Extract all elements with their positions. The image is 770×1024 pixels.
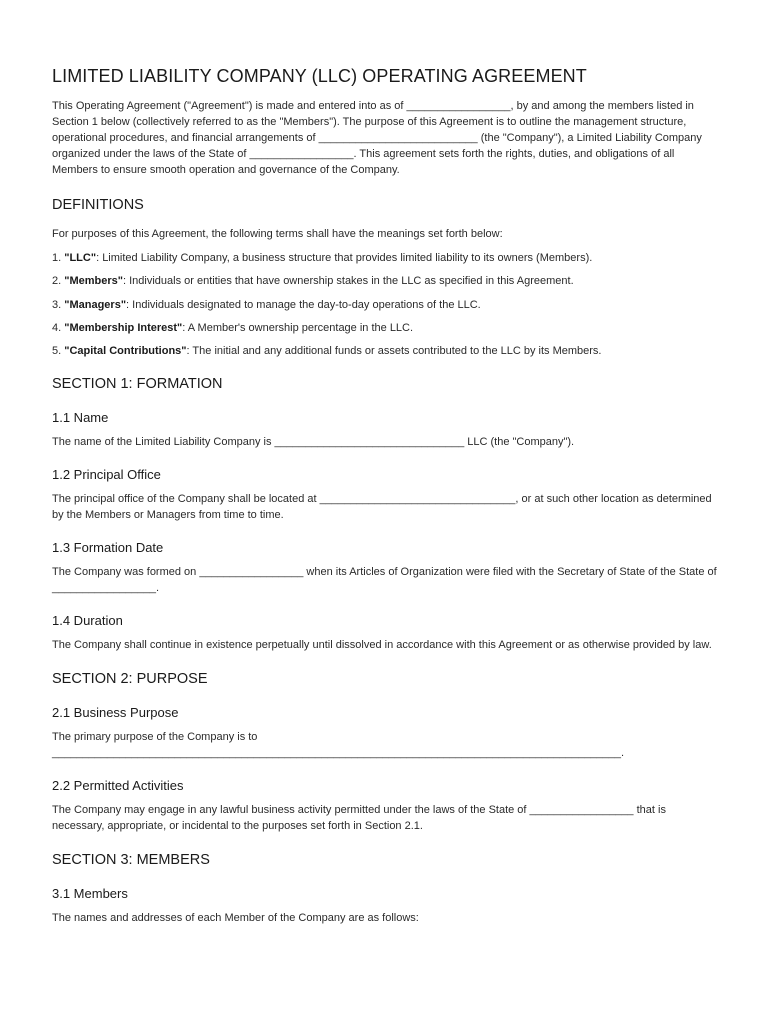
section3-heading: SECTION 3: MEMBERS: [52, 852, 210, 869]
definition-text: : The initial and any additional funds or assets contributed to the LLC by its Members.: [186, 345, 602, 358]
definition-term: "Capital Contributions": [64, 345, 187, 358]
definition-number: 3.: [52, 298, 62, 311]
definition-item: [52, 297, 718, 313]
definition-item: [52, 320, 718, 336]
definitions-intro: For purposes of this Agreement, the following terms shall have the meanings set forth below:: [52, 228, 503, 240]
section-3-1-heading: 3.1 Members: [52, 886, 128, 902]
definition-number: 4.: [52, 321, 62, 334]
section-3-1-text: The names and addresses of each Member of the Company are as follows:: [52, 912, 419, 925]
section1-heading: SECTION 1: FORMATION: [52, 376, 223, 393]
definition-term: "Managers": [64, 298, 127, 311]
section-2-1-heading: 2.1 Business Purpose: [52, 705, 179, 721]
section-1-4-heading: 1.4 Duration: [52, 613, 123, 629]
definition-number: 1.: [52, 252, 62, 264]
section-1-3-heading: 1.3 Formation Date: [52, 540, 164, 556]
section-2-2-heading: 2.2 Permitted Activities: [52, 778, 184, 794]
definition-item: [52, 343, 718, 359]
section-1-2-heading: 1.2 Principal Office: [52, 467, 161, 483]
definition-text: : Individuals designated to manage the day-to-day operations of the LLC.: [126, 298, 481, 311]
definition-item: [52, 250, 718, 266]
section-2-1-text: The primary purpose of the Company is to _____________________________________________________________________________________________.: [52, 731, 624, 760]
section-1-4-text: The Company shall continue in existence perpetually until dissolved in accordance with this Agreement or as otherwise provided by law.: [52, 639, 712, 652]
section-1-1-heading: 1.1 Name: [52, 410, 109, 426]
section-2-2-text: The Company may engage in any lawful business activity permitted under the laws of the State of _________________ that is necessary, appropriate, or incidental to the purposes set forth in Section 2.1.: [52, 804, 666, 833]
document-title: LIMITED LIABILITY COMPANY (LLC) OPERATING AGREEMENT: [52, 66, 587, 86]
definition-number: 5.: [52, 345, 62, 358]
definition-text: : A Member's ownership percentage in the LLC.: [182, 321, 414, 334]
section-1-3-text: The Company was formed on _________________ when its Articles of Organization were filed with the Secretary of State of the State of _________________.: [52, 566, 717, 595]
intro-paragraph: This Operating Agreement ("Agreement") is made and entered into as of _________________, by and among the members listed in Section 1 below (collectively referred to as the "Members"). The purpose of this Agreement is to outline the management structure, operational procedures, and financial arrangements of __________________________ (the "Company"), a Limited Liability Company organized under the laws of the State of _________________. This agreement sets forth the rights, duties, and obligations of all Members to ensure smooth operation and governance of the Company.: [52, 100, 702, 176]
definitions-heading: DEFINITIONS: [52, 197, 144, 213]
section-1-2-text: The principal office of the Company shall be located at ________________________________, or at such other location as determined by the Members or Managers from time to time.: [52, 493, 712, 522]
definition-term: "Members": [64, 275, 123, 288]
definition-item: [52, 273, 718, 289]
definition-text: : Individuals or entities that have ownership stakes in the LLC as specified in this Agreement.: [122, 275, 574, 288]
definition-number: 2.: [52, 275, 62, 288]
section2-heading: SECTION 2: PURPOSE: [52, 671, 208, 688]
definition-term: "Membership Interest": [64, 321, 183, 334]
definitions-list: [52, 250, 718, 359]
section-1-1-text: The name of the Limited Liability Company is _______________________________ LLC (the "Company").: [52, 436, 575, 449]
definition-text: : Limited Liability Company, a business structure that provides limited liability to its owners (Members).: [96, 252, 593, 264]
definition-term: "LLC": [64, 252, 97, 264]
